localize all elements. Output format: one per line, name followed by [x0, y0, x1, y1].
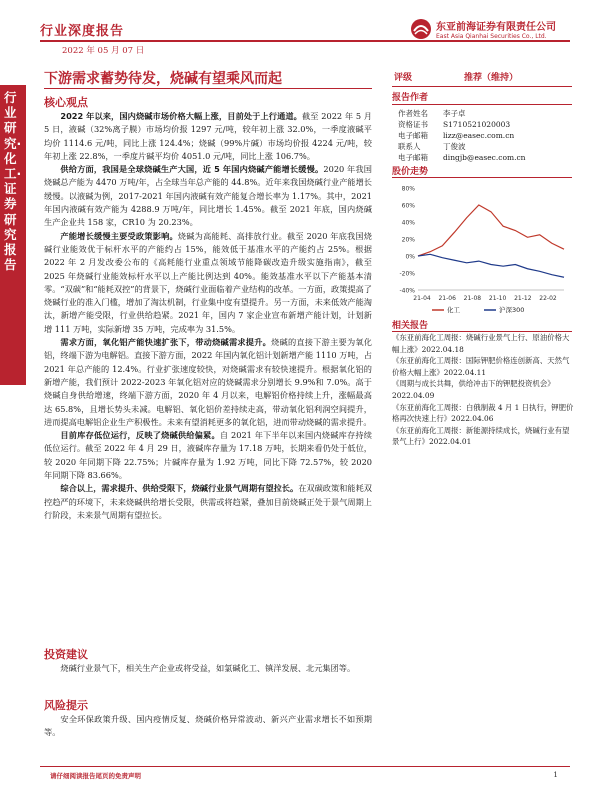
logo-icon: [410, 18, 432, 40]
report-type: 行业深度报告: [40, 24, 125, 39]
x-tick-label: 21-06: [438, 295, 456, 302]
authors-title: 报告作者: [392, 93, 429, 103]
y-tick-label: 40%: [401, 219, 415, 227]
authors-rule: [392, 104, 572, 105]
author-row: 资格证书 S1710521020003: [398, 120, 511, 129]
paragraph: 目前库存低位运行，反映了烧碱供给偏紧。自 2021 年下半年以来国内烧碱库存持续低位运行。截至 2022 年 4 月 29 日，液碱库存量为 17.18 万吨，长期来看仍处于低位，较 2020 年同期下降 22.75%；片碱库存量为 1.92 万吨，同比下降 72.57%，较 2020 年同期下降 83.66%。: [44, 430, 372, 481]
paragraph: 2022 年以来，国内烧碱市场价格大幅上涨，目前处于上行通道。截至 2022 年 5 月 5 日，液碱（32%离子膜）市场均价报 1297 元/吨，较年初上涨 32.0%，一季度液碱平均价 1114.6 元/吨，同比上涨 124.4%；烧碱（99%片碱）市场均价报 4224 元/吨，较年初上涨 22.8%，一季度片碱平均价 4051.0 元/吨，同比上涨 106.7%。: [44, 111, 372, 161]
footer-rule: [40, 766, 570, 767]
side-banner-text: 行业研究·化工·证券研究报告: [4, 90, 22, 273]
paragraph: 需求方面，氧化铝产能快速扩张下，带动烧碱需求提升。烧碱的直接下游主要为氧化铝，终端下游为电解铝。直接下游方面，2022 年国内氧化铝计划新增产能 1110 万吨，占 2021 年总产能的 12.4%。行业扩张速度较快，对烧碱需求有较快速提升。根据氧化铝的新增产能，我们预计 2022-2023 年氧化铝对应的烧碱需求分别增长 9.9%和 7.0%。高于烧碱自身供给增速，终端下游方面，2020 年 4 月以来，电解铝价格持续上升，涨幅最高达 65.8%，且增长势头未减。电解铝、氧化铝价差持续走高，带动氧化铝利润空间提升，进而提高电解铝企业生产积极性。未来有望消耗更多的氧化铝，进而带动烧碱的需求提升。: [44, 337, 372, 427]
series-line-index: [418, 254, 564, 277]
x-tick-label: 22-02: [539, 295, 557, 302]
legend-label: 化工: [447, 306, 460, 314]
disclaimer-note: 请仔细阅读报告尾页的免责声明: [50, 772, 141, 780]
related-report-link[interactable]: 《东亚前海化工周报：新能源持续成长，烧碱行业有望景气上行》2022.04.01: [392, 425, 570, 447]
author-row: 电子邮箱 dingjb@easec.com.cn: [398, 153, 526, 162]
related-list: [392, 332, 576, 448]
author-row: 作者姓名 李子卓: [398, 109, 466, 118]
author-row: 联系人 丁俊波: [398, 142, 466, 151]
rating-value: 推荐（维持）: [464, 73, 519, 83]
series-line-industry: [418, 205, 564, 256]
x-tick-label: 21-12: [514, 295, 532, 302]
rating-label: 评级: [394, 73, 413, 83]
y-tick-label: 20%: [401, 236, 415, 244]
y-tick-label: 80%: [401, 185, 415, 193]
invest-body: 烧碱行业景气下，相关生产企业或将受益，如氯碱化工、镇洋发展、北元集团等。: [60, 663, 356, 673]
rating-bar: [392, 68, 572, 86]
paragraph: 供给方面，我国是全球烧碱生产大国，近 5 年国内烧碱产能增长缓慢。2020 年我国烧碱总产能为 4470 万吨/年，占全球当年总产能的 44.8%。近年来我国烧碱行业产能增长缓慢。以液碱为例，2017-2021 年国内液碱有效产能复合增长率为 1.17%。其中，2021 年国内液碱有效产能为 4288.9 万吨/年，同比增长 1.45%。截至 2021 年底，国内烧碱生产企业共 158 家，CR10 为 20.23%。: [44, 164, 372, 228]
core-body: [44, 110, 372, 522]
x-tick-label: 21-08: [463, 295, 482, 302]
title-rule: [44, 88, 372, 89]
y-tick-label: 0%: [405, 253, 415, 261]
core-section-title: 核心观点: [44, 96, 88, 109]
related-report-link[interactable]: 《东亚前海化工周报：白俄制裁 4 月 1 日执行，钾肥价格再次快速上行》2022.04.06: [392, 402, 574, 424]
company-logo: [410, 16, 570, 52]
stock-trend-chart: [392, 178, 572, 318]
legend-label: 沪深300: [499, 306, 525, 314]
related-title: 相关报告: [392, 321, 429, 331]
stock-trend-title: 股价走势: [392, 167, 429, 177]
rating-rule: [392, 86, 572, 87]
company-name-cn: 东亚前海证券有限责任公司: [436, 22, 556, 33]
related-report-link[interactable]: 《东亚前海化工周报：烧碱行业景气上行、原油价格大幅上涨》2022.04.18: [392, 333, 570, 354]
author-row: 电子邮箱 lizz@easec.com.cn: [398, 131, 515, 140]
related-report-link[interactable]: 《东亚前海化工周报：国际钾肥价格连创新高、天然气价格大幅上涨》2022.04.11: [392, 356, 570, 377]
x-tick-label: 21-04: [413, 295, 431, 302]
page-number: 1: [553, 770, 558, 779]
company-name-en: East Asia Qianhai Securities Co., Ltd.: [436, 33, 547, 40]
report-date: 2022 年 05 月 07 日: [62, 46, 145, 56]
invest-section-title: 投资建议: [44, 648, 88, 661]
y-tick-label: -40%: [399, 287, 415, 295]
risk-body: 安全环保政策升级、国内疫情反复、烧碱价格异常波动、新兴产业需求增长不如预期等。: [44, 714, 372, 738]
paragraph: 综合以上，需求提升、供给受限下，烧碱行业景气周期有望拉长。在双碳政策和能耗双控趋严的环境下，未来烧碱供给增长受限，供需或将趋紧，叠加目前烧碱正处于景气周期上行阶段，未来景气周期有望拉长。: [44, 483, 372, 520]
y-tick-label: -20%: [399, 270, 415, 278]
related-report-link[interactable]: 《周期与成长共舞，供给冲击下的钾肥投资机会》2022.04.09: [392, 379, 555, 400]
risk-section-title: 风险提示: [44, 699, 88, 712]
report-title: 下游需求蓄势待发，烧碱有望乘风而起: [44, 71, 282, 87]
x-tick-label: 21-10: [488, 295, 507, 302]
y-tick-label: 60%: [401, 202, 415, 210]
paragraph: 产能增长缓慢主要受政策影响。烧碱为高能耗、高排放行业。截至 2020 年底我国烧碱行业能效优于标杆水平的产能约占 15%，能效低于基准水平的产能约占 25%。根据 2022 年 2 月发改委公布的《高耗能行业重点领域节能降碳改造升级实施指南》，截至 2025 年烧碱行业能效标杆水平以上产能比例达到 40%。能效基准水平以下产能基本清零。“双碳”和“能耗双控”的背景下，烧碱行业面临着产业结构的改革。一方面，政策提高了烧碱行业的准入门槛，增加了淘汰机制，行业集中度有望提升。另一方面，未来低效产能淘汰，新增产能受限，行业供给趋紧。2021 年，国内 7 家企业宣布新增产能计划，计划新增 111 万吨，实际新增 35 万吨，完成率为 31.5%。: [44, 230, 372, 334]
